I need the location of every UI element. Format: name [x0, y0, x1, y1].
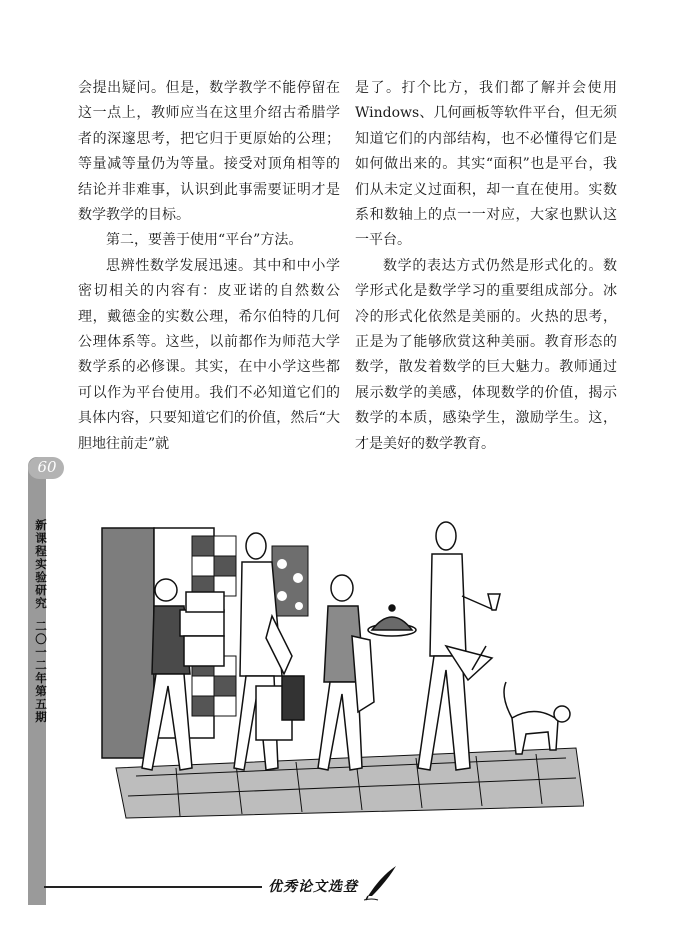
section-label: 优秀论文选登 — [268, 879, 358, 895]
paragraph: 会提出疑问。但是，数学教学不能停留在这一点上，教师应当在这里介绍古希腊学者的深邃思考，把它归于更原始的公理；等量减等量仍为等量。接受对顶角相等的结论并非难事，认识到此事需要证明才是数学教学的目标。 — [78, 80, 340, 224]
cat-figure — [504, 682, 570, 754]
journal-name: 新课程实验研究 — [34, 519, 48, 610]
doorway-shape — [102, 528, 154, 758]
right-text-column — [355, 76, 617, 457]
procession-illustration — [96, 506, 584, 826]
paragraph: 是了。打个比方，我们都了解并会使用Windows、几何画板等软件平台，但无须知道它们的内部结构，也不必懂得它们是如何做出来的。其实“面积”也是平台，我们从未定义过面积，却一直在使用。实数系和数轴上的点一一对应，大家也默认这一平台。 — [355, 80, 617, 249]
waiter-with-tray — [318, 575, 416, 770]
pen-icon — [362, 862, 402, 902]
issue-label: 二〇一二年第五期 — [34, 620, 48, 724]
left-text-column — [78, 76, 340, 457]
page-number: 60 — [37, 458, 57, 476]
paragraph-heading: 第二，要善于使用“平台”方法。 — [106, 232, 303, 249]
footer-rule — [44, 886, 262, 888]
paragraph: 数学的表达方式仍然是形式化的。数学形式化是数学学习的重要组成部分。冰冷的形式化依然是美丽的。火热的思考，正是为了能够欣赏这种美丽。教育形态的数学，散发着数学的巨大魅力。教师通过展示数学的美感，体现数学的价值，揭示数学的本质，感染学生，激励学生。这，才是美好的数学教育。 — [355, 257, 617, 452]
paragraph: 思辨性数学发展迅速。其中和中小学密切相关的内容有：皮亚诺的自然数公理，戴德金的实数公理，希尔伯特的几何公理体系等。这些，以前都作为师范大学数学系的必修课。其实，在中小学这些都可以作为平台使用。我们不必知道它们的具体内容，只要知道它们的价值，然后“大胆地往前走”就 — [78, 257, 340, 452]
man-with-glass — [418, 522, 500, 770]
